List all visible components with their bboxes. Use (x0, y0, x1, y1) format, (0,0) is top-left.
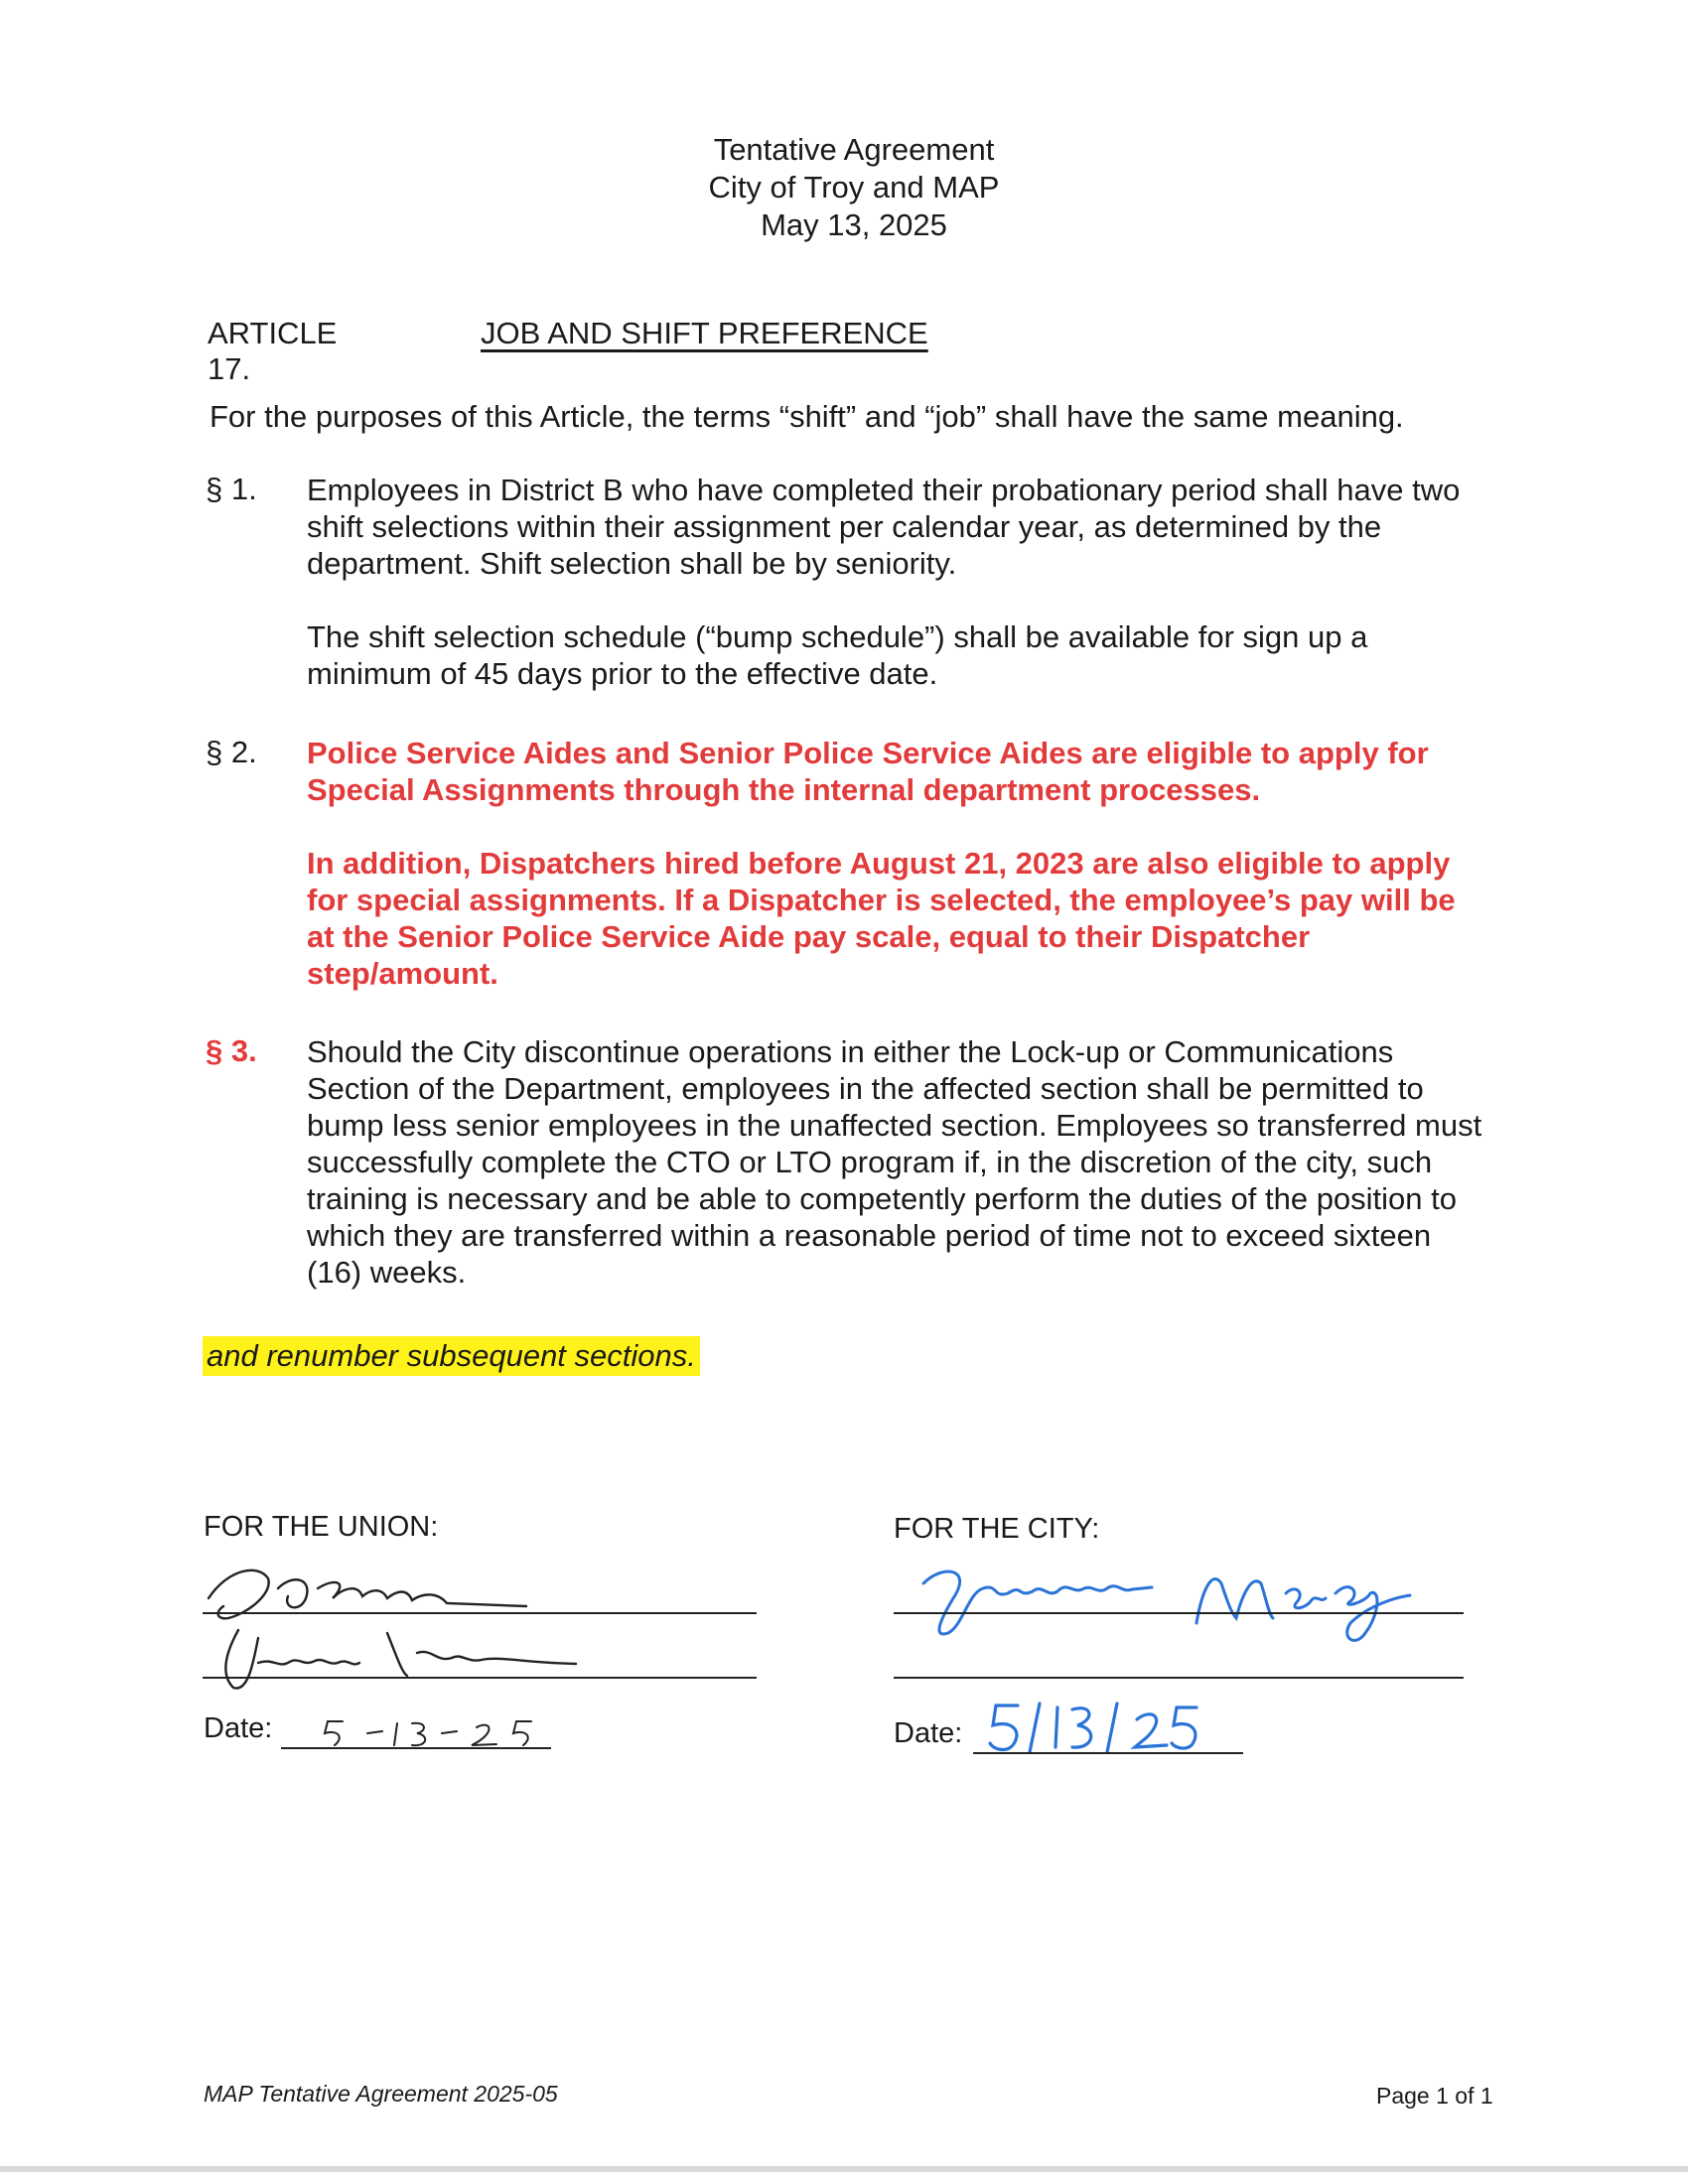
header-title: Tentative Agreement (713, 132, 995, 167)
city-signature-line-1 (894, 1612, 1464, 1614)
section-1-paragraph-1: Employees in District B who have completed their probationary period shall have two shift selections within their assignment per calendar year, as determined by the department. Shift selection shall be by seniority. (307, 473, 1461, 581)
renumber-note: and renumber subsequent sections. (203, 1336, 700, 1376)
union-date-line (281, 1747, 551, 1749)
city-date-line (973, 1752, 1243, 1754)
union-date-label: Date: (204, 1712, 273, 1744)
section-2-paragraph-1: Police Service Aides and Senior Police Service Aides are eligible to apply for Special Assignments through the internal department processes. (307, 736, 1429, 807)
union-signature-2 (199, 1618, 596, 1698)
section-1-paragraph-2: The shift selection schedule (“bump schedule”) shall be available for sign up a minimum of 45 days prior to the effective date. (307, 619, 1368, 691)
city-signature-line-2 (894, 1677, 1464, 1679)
header-date: May 13, 2025 (761, 207, 947, 242)
article-number: ARTICLE 17. (208, 316, 338, 386)
section-1-body (307, 472, 1498, 692)
union-signature-line-2 (203, 1677, 757, 1679)
union-signature-line-1 (203, 1612, 757, 1614)
scan-edge (0, 2166, 1688, 2172)
section-2-number: § 2. (206, 735, 257, 769)
footer-page-number: Page 1 of 1 (1376, 2083, 1493, 2109)
city-date-handwritten (978, 1698, 1226, 1757)
section-3-number: § 3. (206, 1033, 257, 1068)
section-3-paragraph-1: Should the City discontinue operations in either the Lock-up or Communications Section of the Department, employees in the affected section shall be permitted to bump less senior employees in the unaffected section. Employees so transferred must successfully complete the CTO or LTO program if, in the discretion of the city, such training is necessary and be able to competently perform the duties of the position to which they are transferred within a reasonable period of time not to exceed sixteen (16) weeks. (307, 1034, 1482, 1290)
header-parties: City of Troy and MAP (708, 170, 1000, 205)
section-3-body (307, 1033, 1488, 1291)
intro-paragraph: For the purposes of this Article, the terms “shift” and “job” shall have the same meaning. (210, 399, 1404, 434)
city-label: FOR THE CITY: (894, 1513, 1100, 1545)
article-title: JOB AND SHIFT PREFERENCE (481, 316, 928, 350)
document-header (0, 131, 1688, 244)
section-2-paragraph-2: In addition, Dispatchers hired before August 21, 2023 are also eligible to apply for special assignments. If a Dispatcher is selected, the employee’s pay will be at the Senior Police Service Aide pay scale, equal to their Dispatcher step/amount. (307, 846, 1456, 991)
city-signature (914, 1554, 1430, 1653)
union-label: FOR THE UNION: (204, 1511, 439, 1543)
city-date-label: Date: (894, 1717, 963, 1749)
section-2-body (307, 735, 1478, 992)
footer-document-id: MAP Tentative Agreement 2025-05 (204, 2081, 558, 2107)
section-1-number: § 1. (206, 472, 257, 506)
